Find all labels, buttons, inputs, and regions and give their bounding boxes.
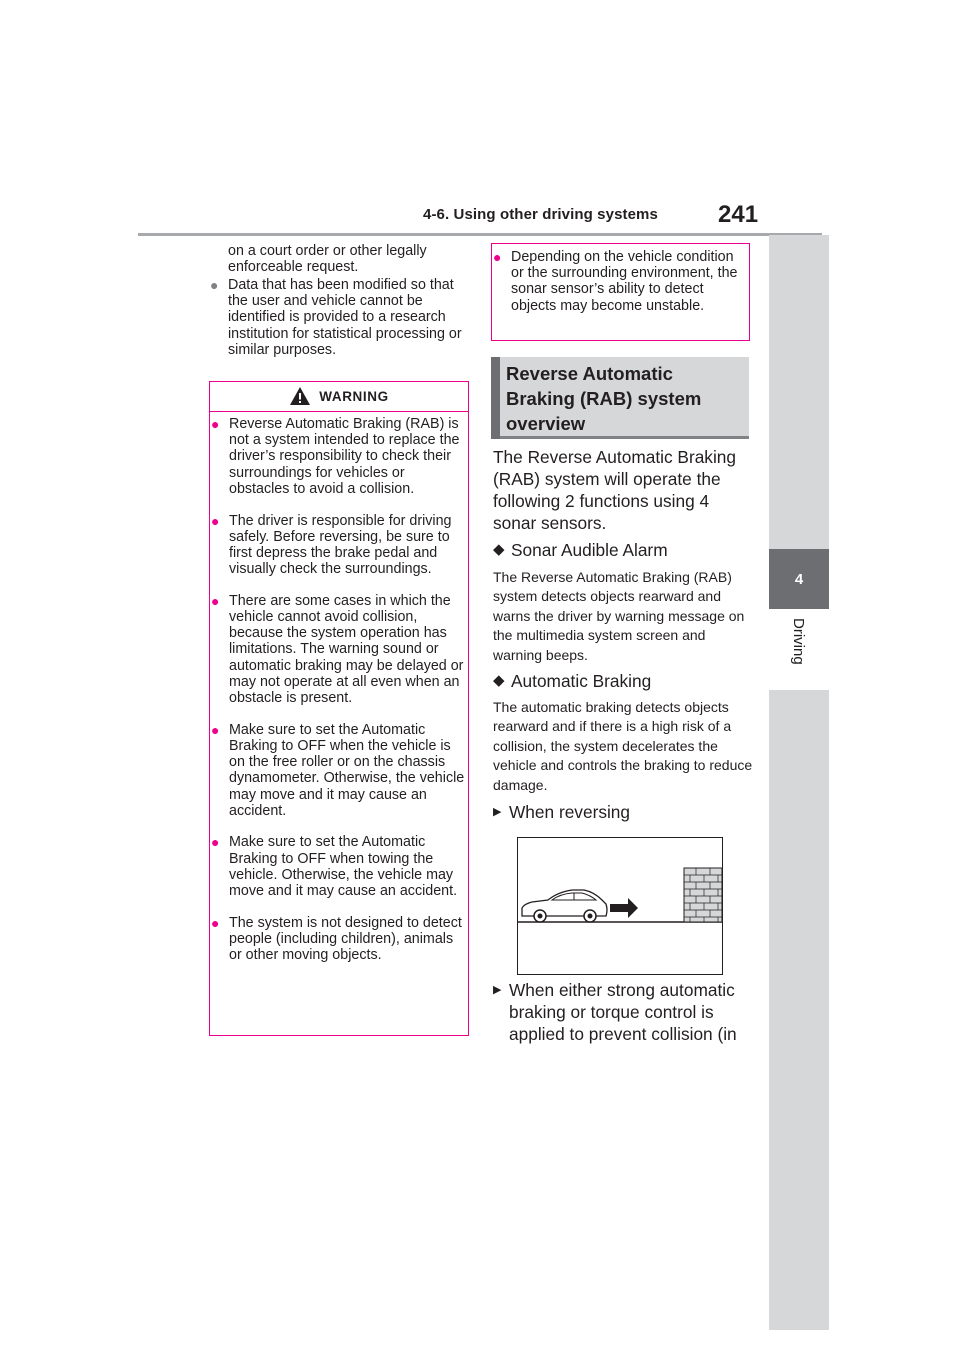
section-title: 4-6. Using other driving systems [423, 206, 658, 223]
bullet-dot-icon: ● [211, 914, 220, 931]
section-heading: Reverse Automatic Braking (RAB) system overview [506, 363, 702, 434]
function-heading [493, 539, 755, 561]
intro-paragraph: The Reverse Automatic Braking (RAB) system will operate the following 2 functions using 4 sonar sensors. [493, 447, 737, 533]
diamond-bullet-icon: ◆ [493, 541, 505, 558]
case-item [493, 801, 755, 823]
warning-heading: WARNING [319, 388, 389, 404]
warning-text: Reverse Automatic Braking (RAB) is not a system intended to replace the driver’s responsibility to check their surroundings for vehicles or obstacles to avoid a collision. [229, 416, 460, 497]
header-rule [138, 233, 822, 236]
warning-text: There are some cases in which the vehicle cannot avoid collision, because the system operation has limitations. The warning sound or automatic braking may be delayed or may not operate at all even when an obstacle is present. [229, 592, 464, 707]
note-text: Depending on the vehicle condition or the surrounding environment, the sonar sensor’s ability to detect objects may become unstable. [511, 249, 738, 314]
bullet-item [210, 277, 470, 358]
case-item [493, 979, 755, 1045]
case-text: When reversing [509, 802, 631, 822]
warning-header [209, 381, 469, 412]
warning-text: Make sure to set the Automatic Braking to OFF when the vehicle is on the free roller or on the chassis dynamometer. Otherwise, the vehicle may move and it may cause an accident. [229, 721, 465, 819]
side-tab-lower [769, 690, 829, 1330]
diamond-bullet-icon: ◆ [493, 672, 505, 689]
function-description: The automatic braking detects objects rearward and if there is a high risk of a collision, the system decelerates the vehicle and controls the braking to reduce damage. [493, 699, 753, 793]
function-title: Sonar Audible Alarm [511, 540, 668, 560]
side-tab-upper [769, 235, 829, 549]
warning-item [211, 915, 467, 964]
bullet-dot-icon: ● [211, 416, 220, 432]
bullet-dot-icon: ● [211, 834, 220, 851]
function-title: Automatic Braking [511, 671, 652, 691]
bullet-dot-icon: ● [210, 277, 219, 293]
continued-paragraph: on a court order or other legally enforceable request. [228, 243, 427, 276]
bullet-dot-icon: ● [211, 721, 220, 738]
case-text: When either strong automatic braking or torque control is applied to prevent collision (in [509, 980, 737, 1044]
warning-item [211, 722, 467, 819]
warning-text: Make sure to set the Automatic Braking to OFF when towing the vehicle. Otherwise, the vehicle may move and it may cause an accident. [229, 834, 458, 900]
reversing-illustration [517, 837, 723, 975]
warning-list [211, 416, 467, 979]
warning-item [211, 416, 467, 497]
triangle-bullet-icon: ▶ [493, 984, 502, 996]
chapter-label [787, 618, 811, 678]
function-heading [493, 670, 755, 692]
bullet-dot-icon: ● [211, 512, 220, 529]
warning-item [211, 513, 467, 578]
note-item [493, 249, 747, 314]
chapter-number-tab: 4 [769, 549, 829, 609]
chapter-label-text: Driving [790, 618, 807, 665]
warning-text: The driver is responsible for driving safely. Before reversing, be sure to first depress the brake pedal and visually check the surroundings. [229, 512, 452, 578]
function-description: The Reverse Automatic Braking (RAB) system detects objects rearward and warns the driver by warning message on the multimedia system screen and warning beeps. [493, 569, 745, 663]
warning-text: The system is not designed to detect people (including children), animals or other moving objects. [229, 914, 462, 964]
bullet-text: Data that has been modified so that the user and vehicle cannot be identified is provided to a research institution for statistical processing or similar purposes. [228, 277, 462, 358]
page-number: 241 [718, 201, 759, 228]
section-heading-bar [491, 357, 500, 439]
warning-triangle-icon [289, 386, 311, 406]
warning-item [211, 593, 467, 706]
warning-item [211, 834, 467, 899]
triangle-bullet-icon: ▶ [493, 806, 502, 818]
reversing-car-wall-drawing [518, 838, 722, 974]
bullet-dot-icon: ● [493, 249, 502, 265]
bullet-dot-icon: ● [211, 592, 220, 609]
